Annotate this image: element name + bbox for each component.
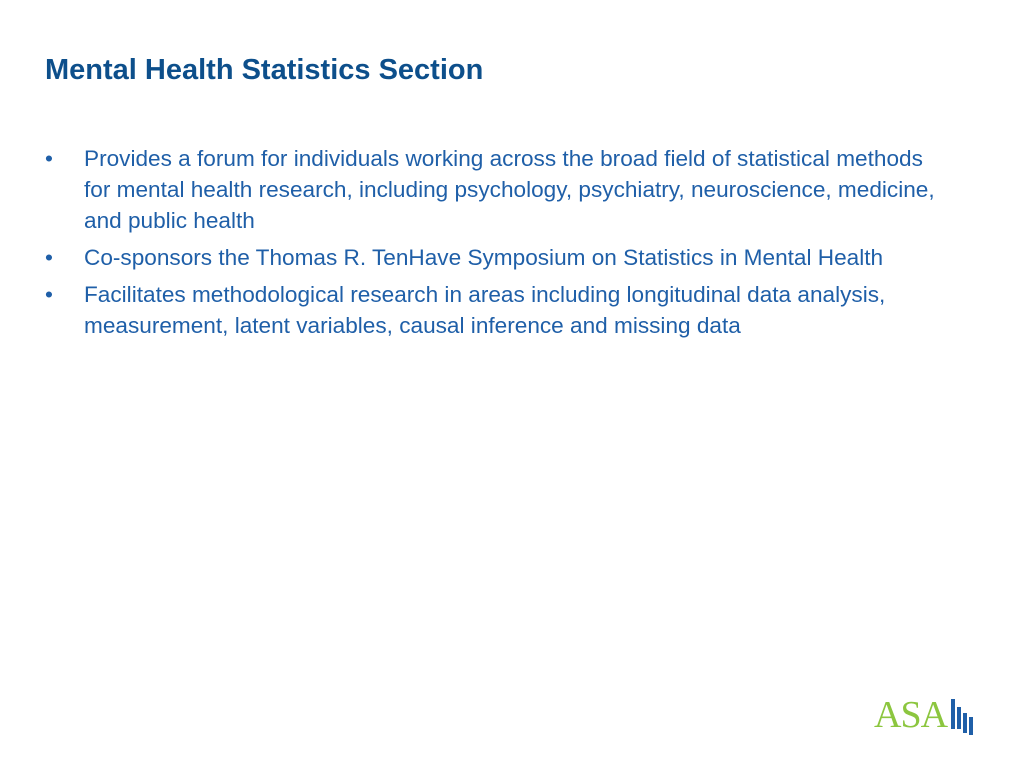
bullet-item <box>45 143 945 236</box>
bullet-marker: • <box>45 146 53 171</box>
asa-bars-icon <box>874 693 974 737</box>
asa-logo <box>874 693 974 737</box>
bullet-marker: • <box>45 282 53 307</box>
bullet-item <box>45 242 945 273</box>
asa-logo-text: ASA <box>874 694 948 736</box>
bullet-item <box>45 279 945 341</box>
bullet-marker: • <box>45 245 53 270</box>
bullet-list <box>45 143 945 347</box>
bullet-text: Provides a forum for individuals working across the broad field of statistical methods for mental health research, including psychology, psychiatry, neuroscience, medicine, and public health <box>84 146 935 233</box>
bullet-text: Co-sponsors the Thomas R. TenHave Symposium on Statistics in Mental Health <box>84 245 884 270</box>
slide-title: Mental Health Statistics Section <box>45 54 484 86</box>
bullet-text: Facilitates methodological research in areas including longitudinal data analysis, measurement, latent variables, causal inference and missing data <box>84 282 886 338</box>
